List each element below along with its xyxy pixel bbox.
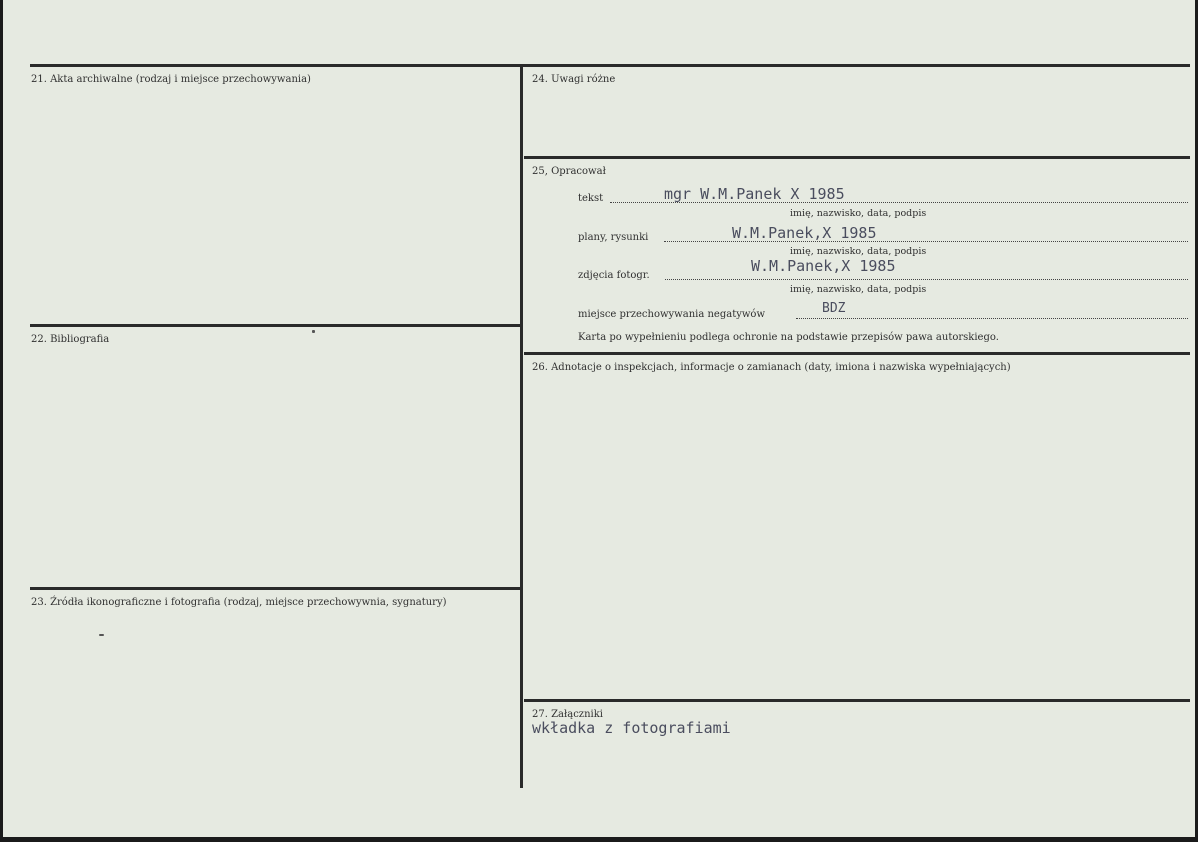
rule-24-25	[524, 156, 1190, 159]
plany-value: W.M.Panek,X 1985	[732, 224, 877, 242]
negatywy-label: miejsce przechowywania negatywów	[578, 309, 765, 320]
zdjecia-caption: imię, nazwisko, data, podpis	[790, 284, 927, 295]
column-divider	[520, 66, 523, 788]
zdjecia-field-line	[665, 279, 1188, 280]
section-24-label: 24. Uwagi różne	[532, 74, 616, 85]
card-bottom-edge	[0, 837, 1198, 842]
zdjecia-value: W.M.Panek,X 1985	[751, 257, 896, 275]
rule-26-27	[524, 699, 1190, 702]
rule-25-26	[524, 352, 1190, 355]
plany-label: plany, rysunki	[578, 232, 649, 243]
ink-speck	[99, 634, 104, 636]
ink-speck	[312, 330, 315, 333]
tekst-value: mgr W.M.Panek X 1985	[664, 185, 845, 203]
negatywy-value: BDZ	[822, 301, 846, 316]
rule-21-22	[30, 324, 522, 327]
section-25-label: 25, Opracował	[532, 166, 606, 177]
copyright-note: Karta po wypełnieniu podlega ochronie na podstawie przepisów pawa autorskiego.	[578, 332, 999, 343]
rule-22-23	[30, 587, 522, 590]
negatywy-field-line	[796, 318, 1188, 319]
tekst-label: tekst	[578, 193, 604, 204]
plany-caption: imię, nazwisko, data, podpis	[790, 246, 927, 257]
top-rule	[30, 64, 1190, 67]
section-23-label: 23. Źródła ikonograficzne i fotografia (rodzaj, miejsce przechowywnia, sygnatury)	[31, 597, 447, 608]
section-27-value: wkładka z fotografiami	[532, 719, 731, 737]
card-left-edge	[0, 0, 3, 842]
zdjecia-label: zdjęcia fotogr.	[578, 270, 650, 281]
section-22-label: 22. Bibliografia	[31, 334, 110, 345]
section-26-label: 26. Adnotacje o inspekcjach, informacje o zamianach (daty, imiona i nazwiska wypełniających)	[532, 362, 1011, 373]
tekst-caption: imię, nazwisko, data, podpis	[790, 208, 927, 219]
section-27-label: 27. Załączniki	[532, 709, 603, 720]
section-21-label: 21. Akta archiwalne (rodzaj i miejsce przechowywania)	[31, 74, 311, 85]
